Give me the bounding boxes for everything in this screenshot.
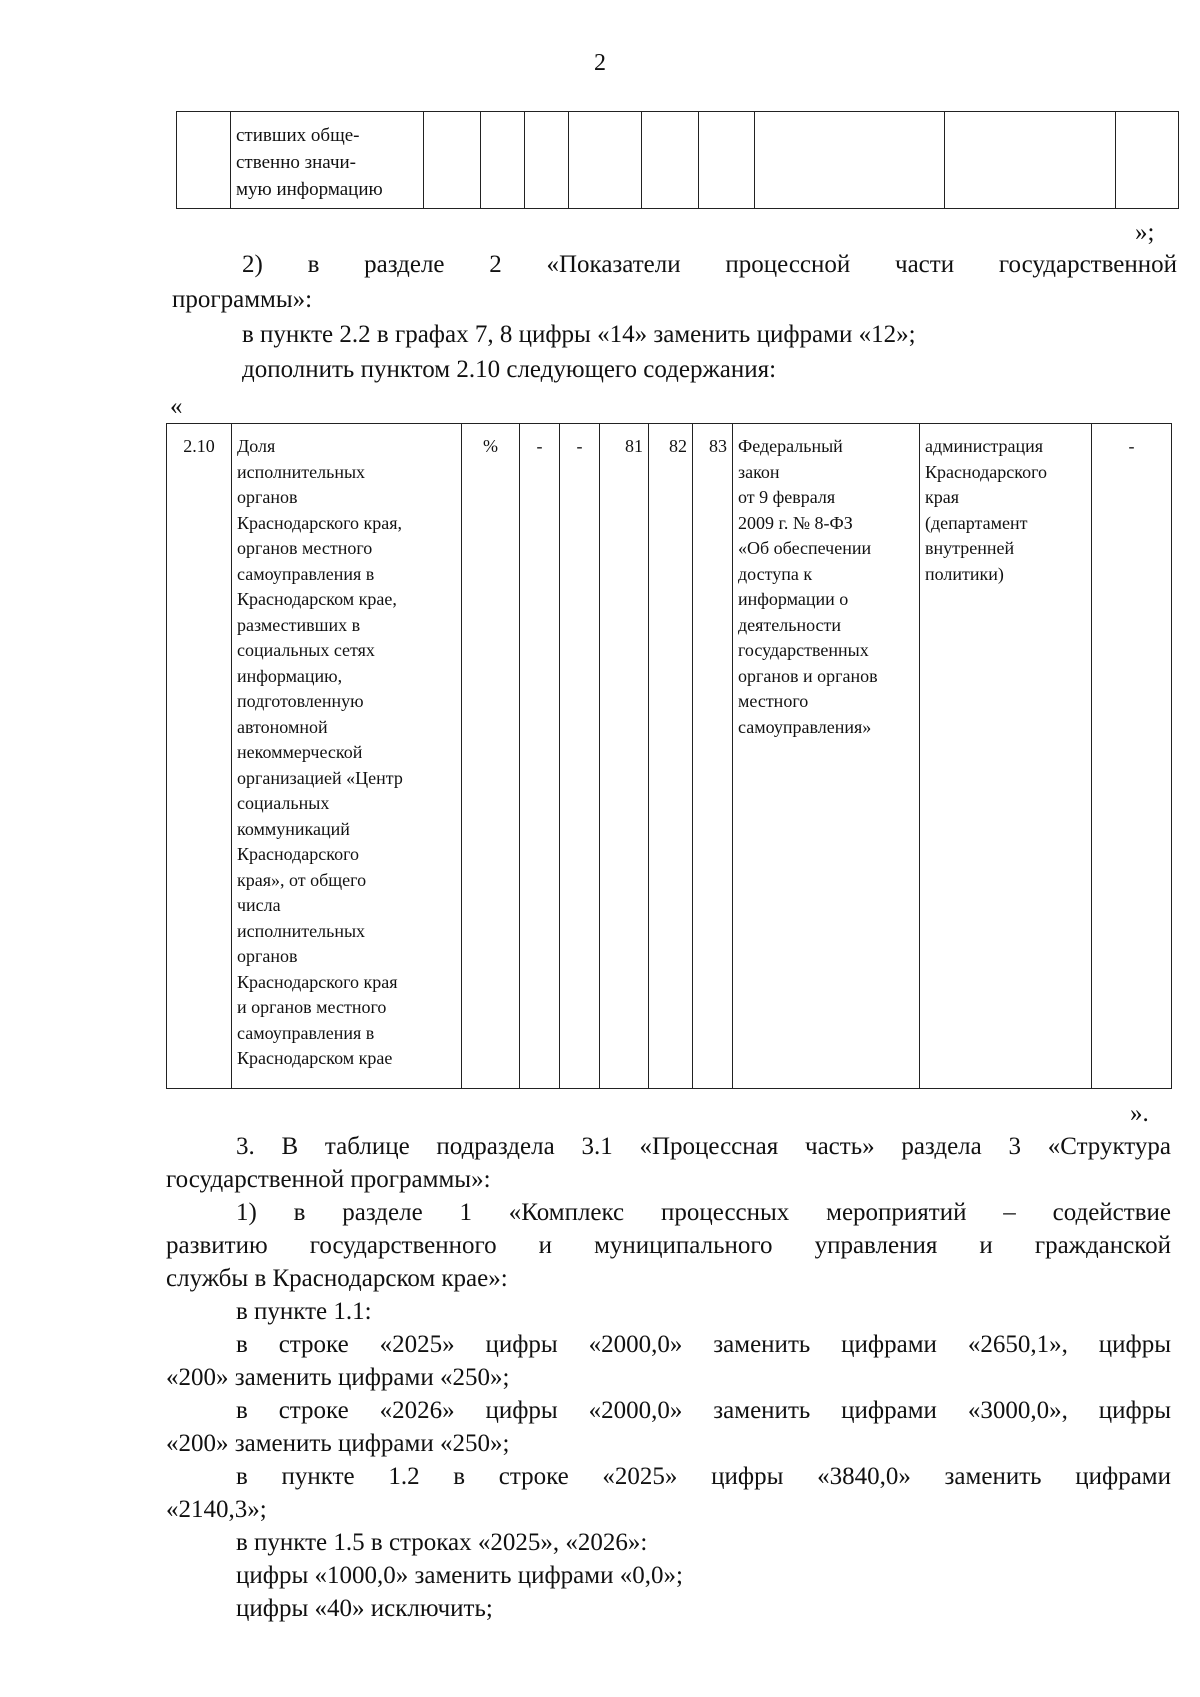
value-cell: 81 (600, 424, 649, 1089)
cell-line: политики) (925, 563, 1004, 584)
value-cell: 83 (693, 424, 733, 1089)
cell-line: органов (237, 487, 298, 507)
cell-line: Доля (237, 436, 276, 456)
cell-line: самоуправления в (237, 563, 375, 584)
cell-line: деятельности (738, 614, 842, 635)
cell-line: подготовленную (237, 691, 364, 711)
table-cell (945, 112, 1116, 209)
basis-cell (733, 424, 920, 1089)
section3-line15: цифры «40» исключить; (236, 1595, 493, 1622)
cell-line: органов и органов (738, 665, 878, 686)
indicator-name-cell (232, 424, 462, 1089)
table-cell (525, 112, 569, 209)
section3-line12: «2140,3»; (166, 1496, 267, 1523)
item2-line1: 2) в разделе 2 «Показатели процессной части государственной (242, 251, 1177, 278)
table-cell (177, 112, 231, 209)
value-cell: - (520, 424, 560, 1089)
table-cell (1116, 112, 1179, 209)
cell-line: информацию, (237, 665, 343, 686)
section3-line4: развитию государственного и муниципального управления и гражданской (166, 1232, 1171, 1259)
cell-line: коммуникаций (237, 818, 350, 839)
responsible-cell (920, 424, 1092, 1089)
table-cell (569, 112, 642, 209)
table-cell (755, 112, 945, 209)
cell-line: автономной (237, 716, 328, 737)
cell-line: исполнительных (237, 920, 366, 941)
page-number: 2 (594, 50, 606, 76)
cell-line: 2009 г. № 8-ФЗ (738, 512, 853, 533)
section3-line11: в пункте 1.2 в строке «2025» цифры «3840,0» заменить цифрами (236, 1463, 1171, 1490)
cell-line: Краснодарского края, (237, 512, 403, 533)
cell-line: социальных (237, 793, 330, 813)
item-number-cell: 2.10 (167, 424, 232, 1089)
cell-line: числа (237, 895, 281, 915)
cell-line: социальных сетях (237, 640, 375, 660)
section3-line10: «200» заменить цифрами «250»; (166, 1430, 510, 1457)
table-cell (481, 112, 525, 209)
cell-line: разместивших в (237, 614, 361, 635)
cell-line: края (925, 487, 960, 507)
unit-cell: % (462, 424, 520, 1089)
closing-quote: »; (1135, 219, 1155, 246)
cell-line: от 9 февраля (738, 487, 836, 507)
cell-line: Краснодарского (237, 844, 360, 864)
item2-line3: в пункте 2.2 в графах 7, 8 цифры «14» заменить цифрами «12»; (242, 321, 916, 348)
opening-quote: « (170, 393, 183, 420)
value-cell: - (1092, 424, 1172, 1089)
cell-line: (департамент (925, 512, 1028, 533)
table-cell (699, 112, 755, 209)
section3-line5: службы в Краснодарском крае»: (166, 1265, 508, 1292)
section3-line7: в строке «2025» цифры «2000,0» заменить цифрами «2650,1», цифры (236, 1331, 1171, 1358)
section3-line3: 1) в разделе 1 «Комплекс процессных мероприятий – содействие (236, 1199, 1171, 1226)
cell-line: доступа к (738, 563, 813, 584)
item2-line4: дополнить пунктом 2.10 следующего содержания: (242, 356, 777, 383)
cell-line: местного (738, 691, 809, 711)
closing-quote: ». (1130, 1100, 1149, 1127)
continued-table (176, 111, 1179, 209)
section3-line2: государственной программы»: (166, 1166, 491, 1193)
cell-line: и органов местного (237, 997, 387, 1017)
cell-line: государственных (738, 640, 869, 660)
section3-line14: цифры «1000,0» заменить цифрами «0,0»; (236, 1562, 683, 1589)
cell-line: органов (237, 946, 298, 966)
cell-line: Краснодарского (925, 461, 1048, 482)
cell-line: «Об обеспечении (738, 538, 872, 558)
cell-line: Краснодарском крае, (237, 589, 397, 609)
cell-line: ственно значи- (236, 152, 357, 173)
section3-line9: в строке «2026» цифры «2000,0» заменить цифрами «3000,0», цифры (236, 1397, 1171, 1424)
cell-line: Федеральный (738, 436, 843, 456)
indicator-name-cell (231, 112, 424, 209)
indicator-table (166, 423, 1172, 1089)
cell-line: самоуправления» (738, 716, 872, 737)
item2-line2: программы»: (172, 286, 313, 313)
cell-line: органов местного (237, 538, 373, 558)
table-cell (424, 112, 481, 209)
cell-line: самоуправления в (237, 1022, 375, 1043)
cell-line: администрация (925, 436, 1044, 456)
cell-line: организацией «Центр (237, 767, 403, 788)
cell-line: внутренней (925, 538, 1015, 558)
cell-line: края», от общего (237, 869, 367, 890)
section3-line8: «200» заменить цифрами «250»; (166, 1364, 510, 1391)
cell-line: закон (738, 461, 780, 482)
cell-line: исполнительных (237, 461, 366, 482)
cell-line: стивших обще- (236, 125, 360, 146)
section3-line13: в пункте 1.5 в строках «2025», «2026»: (236, 1529, 648, 1556)
section3-line1: 3. В таблице подраздела 3.1 «Процессная часть» раздела 3 «Структура (236, 1133, 1171, 1160)
cell-line: информации о (738, 589, 849, 609)
cell-line: Краснодарском крае (237, 1048, 393, 1068)
cell-line: некоммерческой (237, 742, 363, 762)
section3-line6: в пункте 1.1: (236, 1298, 372, 1325)
table-cell (642, 112, 699, 209)
value-cell: - (560, 424, 600, 1089)
cell-line: мую информацию (236, 179, 383, 200)
value-cell: 82 (649, 424, 693, 1089)
cell-line: Краснодарского края (237, 971, 398, 992)
